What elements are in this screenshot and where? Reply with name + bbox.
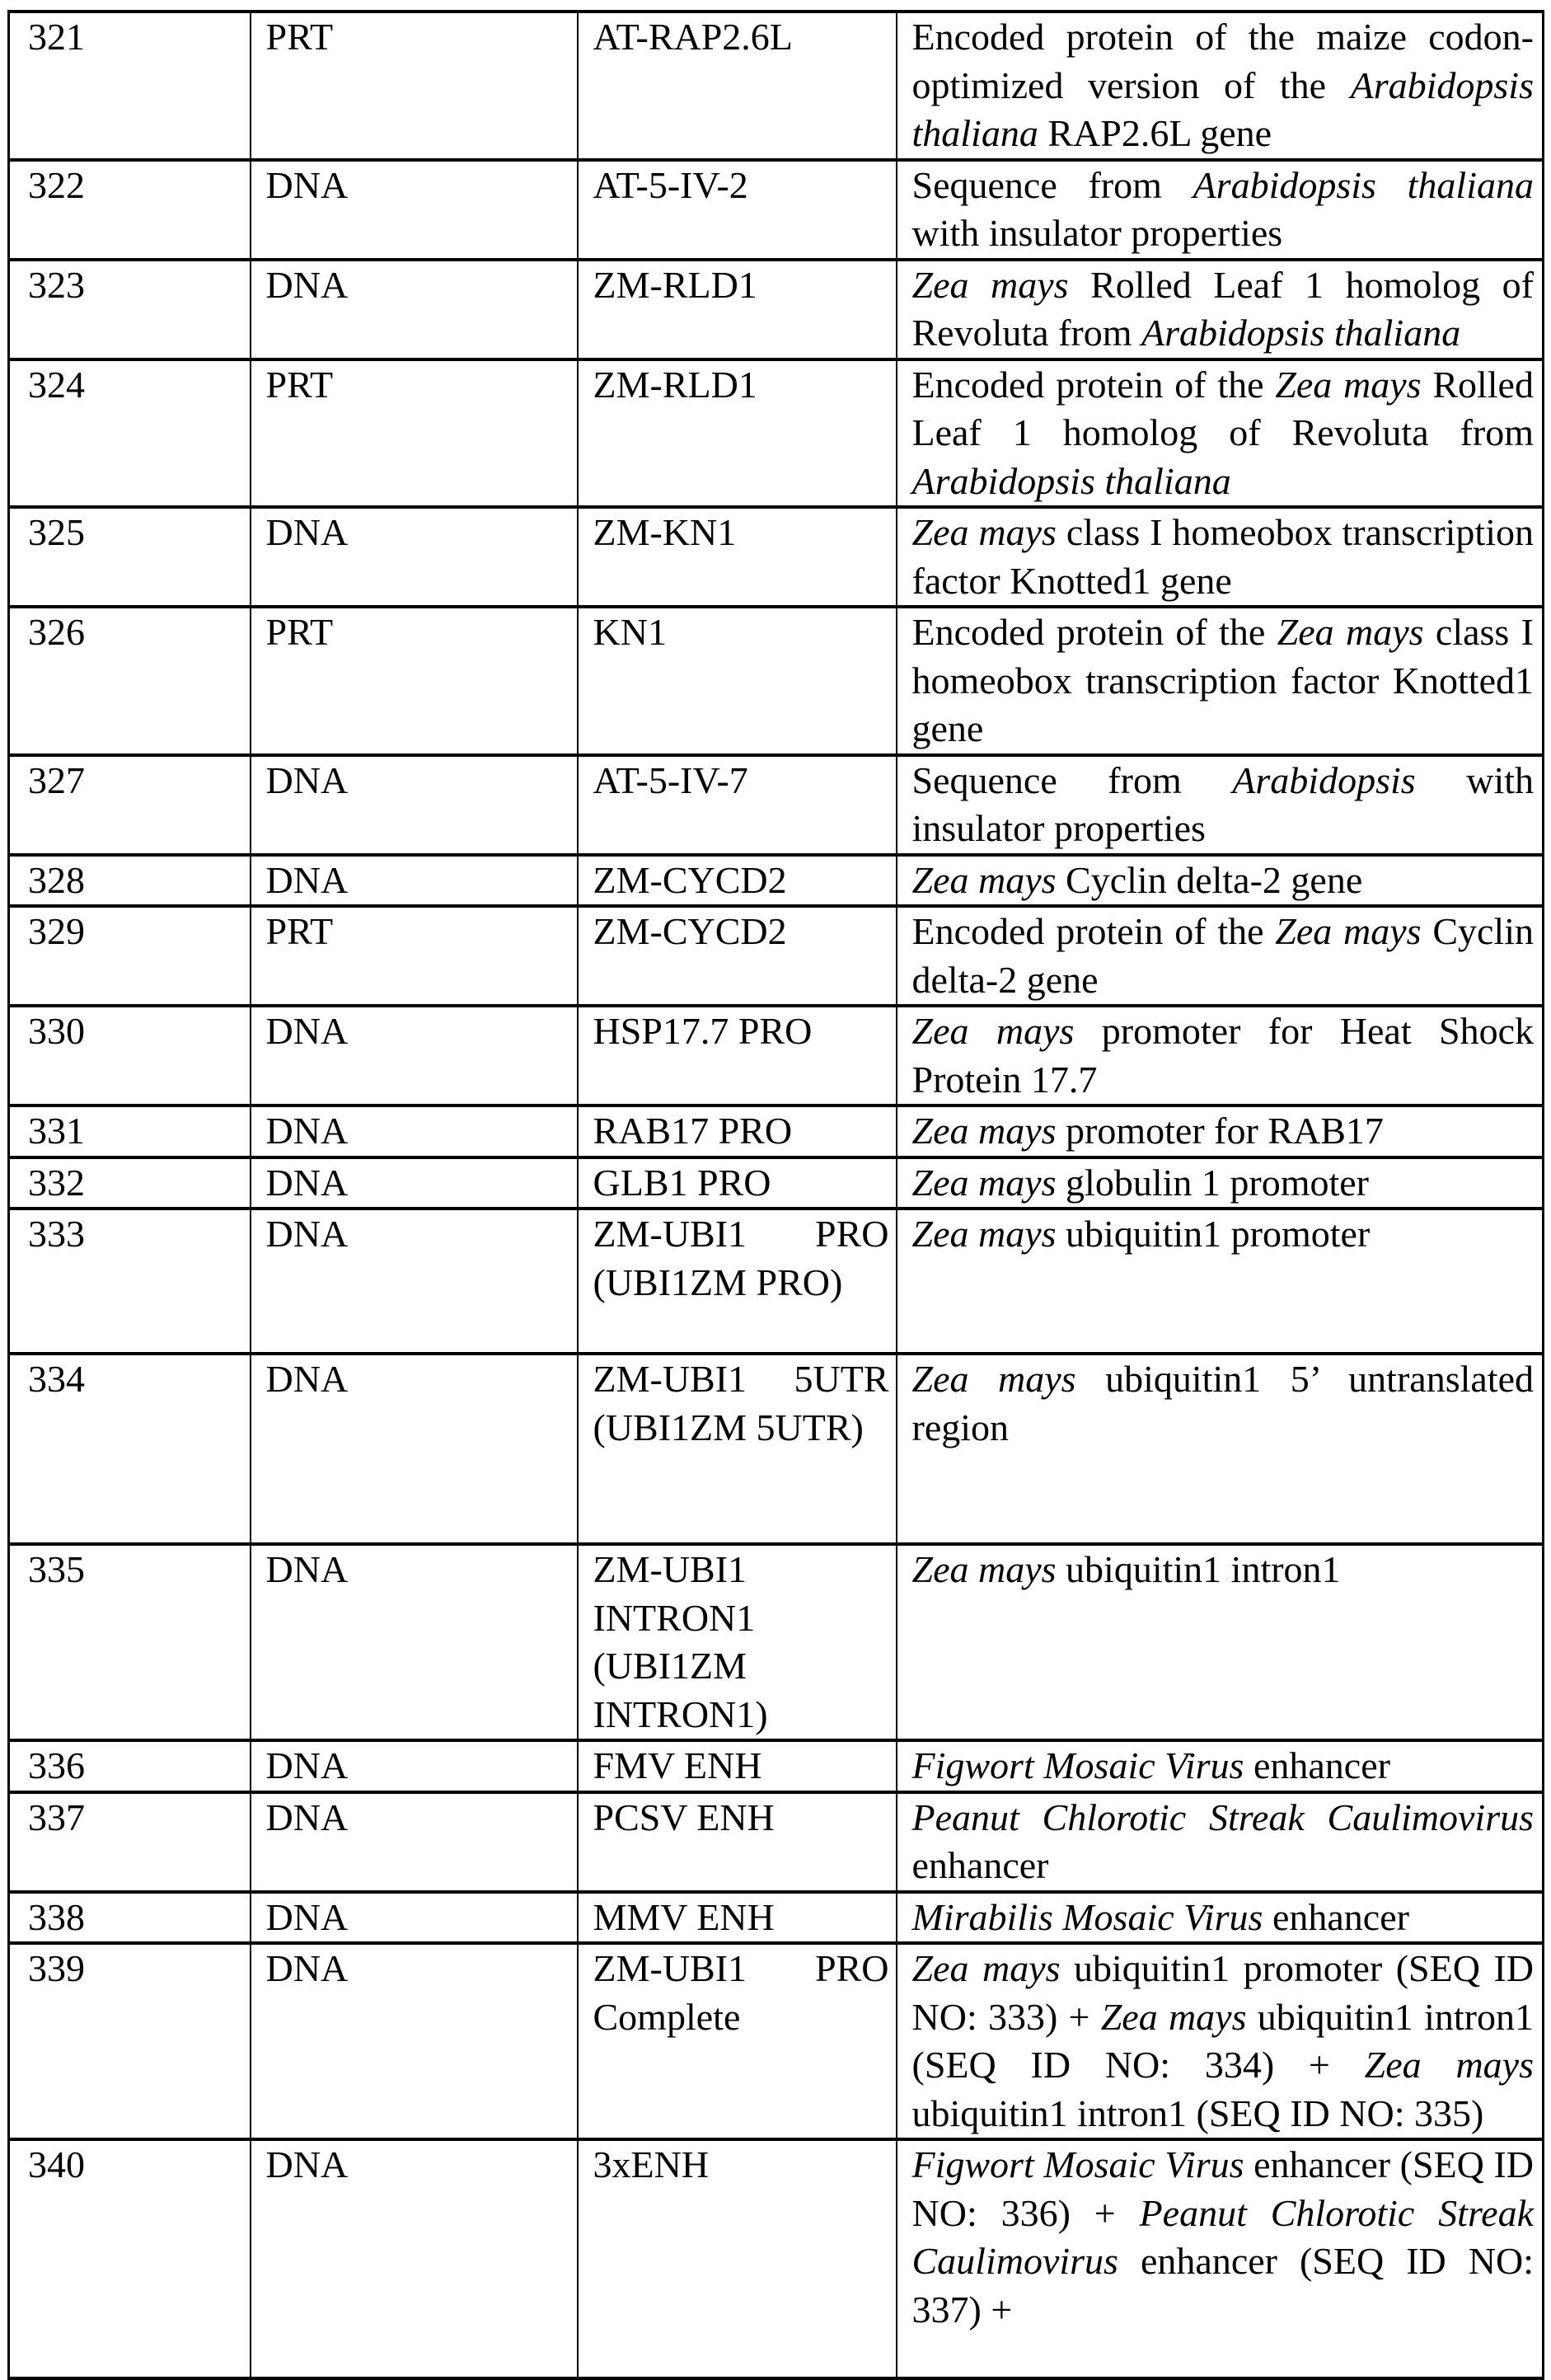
sequence-name-cell: AT-5-IV-7	[578, 755, 897, 855]
description-text: ubiquitin1 promoter	[1056, 1213, 1371, 1255]
seq-id-cell: 339	[9, 1943, 251, 2139]
description-italic-text: Zea mays	[1277, 611, 1424, 653]
table-row	[9, 1943, 1544, 2139]
description-cell	[897, 1740, 1544, 1792]
sequence-name-cell: 3xENH	[578, 2139, 897, 2378]
description-cell	[897, 1892, 1544, 1944]
document-page	[7, 10, 1542, 2380]
molecule-type-cell: DNA	[251, 260, 578, 359]
description-text: enhancer	[1244, 1744, 1390, 1786]
description-text: enhancer	[911, 1844, 1049, 1886]
molecule-type-cell: DNA	[251, 1106, 578, 1157]
description-italic-text: Zea mays	[1364, 2044, 1534, 2086]
description-text: Encoded protein of the	[911, 363, 1276, 406]
sequence-name-cell: ZM-UBI1 5UTR (UBI1ZM 5UTR)	[578, 1354, 897, 1544]
table-row	[9, 855, 1544, 907]
table-row	[9, 1006, 1544, 1106]
description-italic-text: Zea mays	[911, 1213, 1057, 1255]
seq-id-cell: 338	[9, 1892, 251, 1944]
table-row	[9, 1544, 1544, 1740]
description-italic-text: Zea mays	[1275, 910, 1422, 952]
table-row	[9, 12, 1544, 160]
seq-id-cell: 323	[9, 260, 251, 359]
description-text: RAP2.6L gene	[1038, 112, 1272, 154]
description-text: ubiquitin1 intron1 (SEQ ID NO: 335)	[911, 2091, 1484, 2134]
sequence-name-cell: ZM-CYCD2	[578, 855, 897, 907]
description-italic-text: Mirabilis Mosaic Virus	[911, 1895, 1263, 1938]
molecule-type-cell: DNA	[251, 1943, 578, 2139]
description-text: Cyclin delta-2 gene	[911, 910, 1534, 1001]
description-cell	[897, 260, 1544, 359]
description-italic-text: Zea mays	[911, 858, 1057, 901]
description-cell	[897, 1943, 1544, 2139]
description-italic-text: Zea mays	[911, 1358, 1076, 1400]
description-text: Cyclin delta-2 gene	[1056, 858, 1363, 901]
description-cell	[897, 607, 1544, 755]
description-text: globulin 1 promoter	[1056, 1161, 1370, 1204]
table-row	[9, 906, 1544, 1006]
description-italic-text: Figwort Mosaic Virus	[911, 1744, 1244, 1786]
molecule-type-cell: DNA	[251, 160, 578, 260]
description-text: class I homeobox transcription factor Knotted1 gene	[911, 611, 1534, 749]
description-italic-text: Zea mays	[911, 1010, 1075, 1052]
description-cell	[897, 1006, 1544, 1106]
table-row	[9, 1157, 1544, 1209]
molecule-type-cell: DNA	[251, 1006, 578, 1106]
sequence-name-cell: ZM-UBI1 PRO Complete	[578, 1943, 897, 2139]
description-text: Encoded protein of the	[911, 611, 1277, 653]
seq-id-cell: 330	[9, 1006, 251, 1106]
description-text: ubiquitin1 intron1	[1056, 1548, 1341, 1590]
table-row	[9, 160, 1544, 260]
description-italic-text: Zea mays	[911, 263, 1069, 306]
description-italic-text: Zea mays	[911, 511, 1057, 553]
description-italic-text: Arabidopsis	[1232, 758, 1416, 801]
sequence-name-cell: ZM-UBI1 INTRON1 (UBI1ZM INTRON1)	[578, 1544, 897, 1740]
description-italic-text: Zea mays	[911, 1947, 1061, 1989]
description-cell	[897, 1209, 1544, 1354]
seq-id-cell: 331	[9, 1106, 251, 1157]
table-row	[9, 260, 1544, 359]
seq-id-cell: 326	[9, 607, 251, 755]
seq-id-cell: 340	[9, 2139, 251, 2378]
seq-id-cell: 332	[9, 1157, 251, 1209]
description-cell	[897, 2139, 1544, 2378]
table-row	[9, 359, 1544, 508]
description-cell	[897, 855, 1544, 907]
description-italic-text: Zea mays	[1100, 1995, 1247, 2038]
description-italic-text: Peanut Chlorotic Streak Caulimovirus	[911, 2191, 1534, 2282]
sequence-name-cell: FMV ENH	[578, 1740, 897, 1792]
description-text: Sequence from	[911, 163, 1193, 206]
sequence-name-cell: RAB17 PRO	[578, 1106, 897, 1157]
seq-id-cell: 334	[9, 1354, 251, 1544]
description-italic-text: Arabidopsis thaliana	[911, 63, 1534, 154]
description-text: ubiquitin1 intron1 (SEQ ID NO: 334) +	[911, 1995, 1535, 2086]
sequence-table-body	[9, 12, 1544, 2378]
description-text: Rolled Leaf 1 homolog of Revoluta from	[911, 363, 1534, 453]
description-cell	[897, 1792, 1544, 1892]
description-italic-text: Arabidopsis thaliana	[1141, 312, 1461, 354]
description-text: promoter for Heat Shock Protein 17.7	[911, 1010, 1534, 1101]
description-text: with insulator properties	[911, 212, 1283, 254]
description-italic-text: Zea mays	[911, 1110, 1057, 1152]
molecule-type-cell: DNA	[251, 755, 578, 855]
table-row	[9, 507, 1544, 607]
description-cell	[897, 359, 1544, 508]
description-text: enhancer (SEQ ID NO: 337) +	[911, 2240, 1534, 2331]
molecule-type-cell: DNA	[251, 1792, 578, 1892]
sequence-name-cell: KN1	[578, 607, 897, 755]
description-italic-text: Arabidopsis thaliana	[1193, 163, 1534, 206]
description-italic-text: Peanut Chlorotic Streak Caulimovirus	[911, 1796, 1534, 1838]
sequence-name-cell: ZM-CYCD2	[578, 906, 897, 1006]
table-row	[9, 1740, 1544, 1792]
sequence-name-cell: ZM-RLD1	[578, 359, 897, 508]
molecule-type-cell: PRT	[251, 906, 578, 1006]
seq-id-cell: 322	[9, 160, 251, 260]
description-text: Rolled Leaf 1 homolog of Revoluta from	[911, 263, 1534, 354]
seq-id-cell: 321	[9, 12, 251, 160]
seq-id-cell: 328	[9, 855, 251, 907]
description-text: class I homeobox transcription factor Knotted1 gene	[911, 511, 1534, 602]
molecule-type-cell: DNA	[251, 855, 578, 907]
molecule-type-cell: DNA	[251, 1354, 578, 1544]
description-text: ubiquitin1 5’ untranslated region	[911, 1358, 1534, 1448]
molecule-type-cell: PRT	[251, 359, 578, 508]
description-text: enhancer	[1263, 1895, 1409, 1938]
description-text: Encoded protein of the	[911, 910, 1276, 952]
description-italic-text: Zea mays	[911, 1161, 1057, 1204]
table-row	[9, 607, 1544, 755]
description-cell	[897, 1544, 1544, 1740]
molecule-type-cell: DNA	[251, 2139, 578, 2378]
table-row	[9, 1209, 1544, 1354]
description-text: Encoded protein of the maize codon-optimized version of the	[911, 16, 1534, 106]
description-cell	[897, 1157, 1544, 1209]
description-italic-text: Zea mays	[911, 1548, 1057, 1590]
description-cell	[897, 1354, 1544, 1544]
molecule-type-cell: DNA	[251, 1209, 578, 1354]
description-text: enhancer (SEQ ID NO: 336) +	[911, 2143, 1534, 2234]
seq-id-cell: 333	[9, 1209, 251, 1354]
description-cell	[897, 12, 1544, 160]
table-row	[9, 1892, 1544, 1944]
table-row	[9, 755, 1544, 855]
sequence-name-cell: ZM-RLD1	[578, 260, 897, 359]
table-row	[9, 1106, 1544, 1157]
description-cell	[897, 507, 1544, 607]
sequence-name-cell: HSP17.7 PRO	[578, 1006, 897, 1106]
sequence-name-cell: ZM-KN1	[578, 507, 897, 607]
sequence-name-cell: PCSV ENH	[578, 1792, 897, 1892]
molecule-type-cell: DNA	[251, 507, 578, 607]
description-text: promoter for RAB17	[1056, 1110, 1384, 1152]
description-cell	[897, 755, 1544, 855]
seq-id-cell: 337	[9, 1792, 251, 1892]
molecule-type-cell: DNA	[251, 1740, 578, 1792]
molecule-type-cell: DNA	[251, 1157, 578, 1209]
molecule-type-cell: DNA	[251, 1544, 578, 1740]
seq-id-cell: 325	[9, 507, 251, 607]
description-cell	[897, 906, 1544, 1006]
description-cell	[897, 160, 1544, 260]
seq-id-cell: 329	[9, 906, 251, 1006]
sequence-name-cell: AT-RAP2.6L	[578, 12, 897, 160]
sequence-name-cell: ZM-UBI1 PRO (UBI1ZM PRO)	[578, 1209, 897, 1354]
description-italic-text: Figwort Mosaic Virus	[911, 2143, 1244, 2185]
description-text: Sequence from	[911, 758, 1233, 801]
table-row	[9, 2139, 1544, 2378]
molecule-type-cell: DNA	[251, 1892, 578, 1944]
seq-id-cell: 327	[9, 755, 251, 855]
sequence-listing-table	[7, 10, 1544, 2380]
description-italic-text: Arabidopsis thaliana	[911, 459, 1231, 502]
molecule-type-cell: PRT	[251, 607, 578, 755]
sequence-name-cell: MMV ENH	[578, 1892, 897, 1944]
table-row	[9, 1792, 1544, 1892]
seq-id-cell: 335	[9, 1544, 251, 1740]
description-text: ubiquitin1 promoter (SEQ ID NO: 333) +	[911, 1947, 1534, 2038]
sequence-name-cell: GLB1 PRO	[578, 1157, 897, 1209]
seq-id-cell: 324	[9, 359, 251, 508]
molecule-type-cell: PRT	[251, 12, 578, 160]
seq-id-cell: 336	[9, 1740, 251, 1792]
description-text: with insulator properties	[911, 758, 1535, 849]
table-row	[9, 1354, 1544, 1544]
sequence-name-cell: AT-5-IV-2	[578, 160, 897, 260]
description-italic-text: Zea mays	[1275, 363, 1422, 406]
description-cell	[897, 1106, 1544, 1157]
